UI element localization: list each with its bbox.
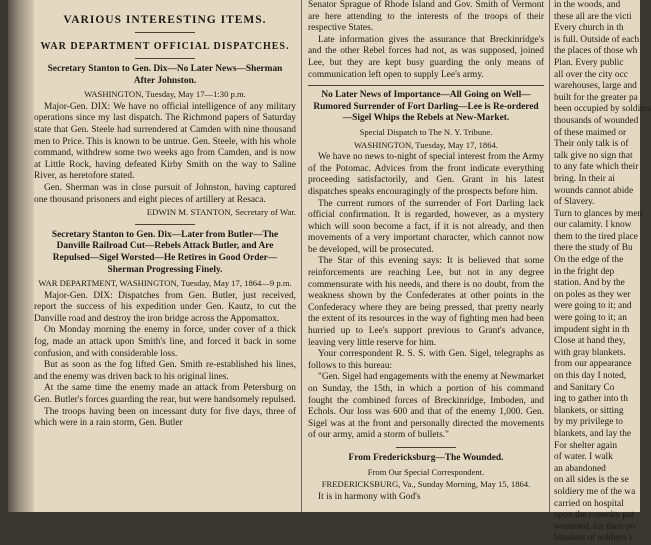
column-3-text-line: of Slavery. [554,197,595,208]
column-3-text-line: by my privilege to [554,417,623,428]
article-divider [396,447,456,448]
newspaper-page [8,0,651,544]
column-rule-2 [549,0,550,512]
column-3-text-line: Every church in th [554,23,624,34]
heading-divider [135,32,195,33]
column-3-text-line: Plan. Every public [554,57,624,68]
subheading-divider [135,58,195,59]
column-3-text-line: to any fate which their [554,162,639,173]
article-dateline: FREDERICKSBURG, Va., Sunday Morning, May 15, 1864. [321,479,531,490]
column-3-text-line: Their only talk is of [554,139,629,150]
article-signature: EDWIN M. STANTON, Secretary of War. [146,207,296,218]
column-3-text-line: is full. Outside of each [554,34,640,45]
column-3-text-line: all over the city occ [554,69,628,80]
article-paragraph: Senator Sprague of Rhode Island and Gov. Smith of Vermont are here attending to the interests of the troops of their respective States. [308,0,544,34]
column-3-text-line: upon the capacity pat [554,510,634,521]
article-headline: Secretary Stanton to Gen. Dix—Later from Butler—The Danville Railroad Cut—Rebels Attack Butler, and Are Repulsed—Sigel Worsted—He Retires in Good Order—Sherman Progressing Finely. [51,229,279,275]
column-3-text-line: in the fright dep [554,266,615,277]
column-3-text-line: were going to it; and [554,301,632,312]
column-3-text-line: the places of those wh [554,46,638,57]
column-3-text-line: built for the greater pa [554,92,638,103]
column-3-text-line: them to the tired place [554,231,638,242]
column-3-text-line: On the edge of the [554,255,624,266]
article-paragraph: The Star of this evening says: It is believed that some reinforcements are reaching Lee, but not in any degree commensurate with his needs, and there is no doubt, from the weakness shown by the Confederates at other points in the Confederacy where they are being pressed, that pretty nearly the extent of its resources in the way of fighting men had been hurried up to Lee's support previous to Grant's advance, leaving very little reserve for him. [308,256,544,348]
binding-shadow [8,0,34,512]
column-3-text-line: on this day I noted, [554,371,627,381]
article-paragraph: Major-Gen. DIX: Dispatches from Gen. Butler, just received, report the success of his expedition under Gen. Kautz, to cut the Danville road and destroy the iron bridge across the Appomattox. [34,290,296,324]
column-3-text-line: soldiery me of the wa [554,486,636,497]
column-3-text-line: with gray blankets. [554,347,626,358]
column-3-text-line: on poles as they wer [554,289,631,300]
article-divider [308,85,544,86]
article-paragraph: The troops having been on incessant duty for five days, three of which were in a rain storm, Gen. Butler [34,406,296,429]
article-paragraph: But as soon as the fog lifted Gen. Smith re-established his lines, and the enemy was driven back to his original lines. [34,360,296,382]
article-paragraph: Major-Gen. DIX: We have no official intelligence of any military operations since my last dispatch. The Richmond papers of Saturday state that Gen. Steele had surrendered at Camden with nine thousand men to Price. This is known to be untrue. Gen. Steele, with his whole command, withdrew some two weeks ago from Camden, and is now at Little Rock, having defeated Kirby Smith on the way to Saline River, as heretofore stated. [34,101,296,182]
article-dateline: WASHINGTON, Tuesday, May 17—1:30 p.m. [84,89,246,100]
correspondent-line: From Our Special Correspondent. [367,466,485,477]
article-headline: Secretary Stanton to Gen. Dix—No Later News—Sherman After Johnston. [47,64,283,86]
column-3-text-line: of water. I walk [554,452,613,463]
article-paragraph: The current rumors of the surrender of Fort Darling lack official confirmation. It is regarded, however, as a mystery which will soon become a fact, if it is not already, and then movements of a very important character, which cannot now be developed, will be prosecuted. [308,198,544,255]
column-rule-1 [301,0,302,512]
column-3-text-line: Turn to glances by men [554,208,643,219]
article-dateline: WAR DEPARTMENT, WASHINGTON, Tuesday, May 17, 1864—9 p.m. [38,278,292,289]
column-3-text-line: bring. In their ai [554,173,615,184]
column-3-text-line: wounds cannot abide [554,185,634,196]
article-paragraph: On Monday morning the enemy in force, under cover of a thick fog, made an attack upon Smith's line, and forced it back in some confusion, and with considerable loss. [34,325,296,359]
column-3-text-line: For shelter again [554,440,618,451]
article-paragraph: Gen. Sherman was in close pursuit of Johnston, having captured one thousand prisoners and eight pieces of artillery at Resaca. [34,182,296,205]
article-paragraph: We have no news to-night of special interest from the Army of the Potomac. Advices from the front indicate everything proceeding satisfactorily, and Gen. Grant in his latest dispatches speaks encouragingly of the prospects before him. [308,152,544,197]
column-2 [308,0,544,503]
column-3-text-line: were going to it; an [554,313,627,324]
column-3-text-line: of these maimed or [554,127,627,138]
article-paragraph: "Gen. Sigel had engagements with the enemy at Newmarket on Sunday, the 15th, in which a portion of his command fought the combined forces of Breckinridge, Imboden, and Echols. Our loss was 600 and that of the enemy 1,000. Gen. Sigel was at the front and personally directed the movements of our army, amid a storm of bullets." [308,372,544,441]
article-paragraph: It is in harmony with God's [318,491,421,502]
column-1 [34,0,296,430]
column-subheading: WAR DEPARTMENT OFFICIAL DISPATCHES. [40,41,290,52]
column-heading: VARIOUS INTERESTING ITEMS. [63,14,267,26]
article-paragraph: Your correspondent R. S. S. with Gen. Sigel, telegraphs as follows to this bureau: [308,349,544,371]
article-headline: From Fredericksburg—The Wounded. [348,452,504,463]
article-paragraph: Late information gives the assurance that Breckinridge's and the other Rebel forces had not, as was supposed, joined Lee, but they are kept busy guarding the only means of communication left open to supply Lee's army. [308,34,544,80]
column-3-text-line: wounded, for their po [554,521,636,532]
column-3-text-line: been occupied by soldiers [554,104,651,115]
column-3-text-line: station. And by the [554,278,625,289]
column-3-text-line: ing to gather into th [554,394,628,405]
column-3-text-line: our calamity. I know [554,220,632,231]
column-3-text-line: blankets, or sitting [554,405,624,416]
column-3-text-line: talk give no sign that [554,150,633,161]
article-paragraph: At the same time the enemy made an attack from Petersburg on Gen. Butler's forces guarding the rear, but were handsomely repulsed. [34,383,296,406]
column-3-text-line: impudent sight in th [554,324,630,335]
column-3-text-line: warehouses, large and [554,81,637,92]
column-3-text-line: and Sanitary Co [554,382,615,393]
column-3-text-line: these all are the victi [554,11,632,22]
article-divider [135,224,195,225]
column-3-text-line: in the woods, and [554,0,621,10]
column-3-text-line: an abandoned [554,463,606,474]
column-3-text-line: thousands of wounded [554,115,639,126]
column-3-text-line: blankets, and lay the [554,428,632,439]
column-3-text-line: carried on hospital [554,498,624,509]
column-3-text-line: from our appearance [554,359,632,370]
column-3-text-line: blankets of soldiers t [554,533,632,544]
column-3-text-line: there the study of Bu [554,243,633,254]
special-dispatch-line: Special Dispatch to The N. Y. Tribune. [359,126,493,137]
article-headline: No Later News of Importance—All Going on Well—Rumored Surrender of Fort Darling—Lee is Re-ordered—Sigel Whips the Rebels at New-Market. [313,90,539,124]
column-3-text-line: on all sides is the se [554,475,629,486]
column-3-text-line: Close at hand they, [554,336,626,347]
column-3 [554,0,651,545]
article-dateline: WASHINGTON, Tuesday, May 17, 1864. [354,139,498,150]
